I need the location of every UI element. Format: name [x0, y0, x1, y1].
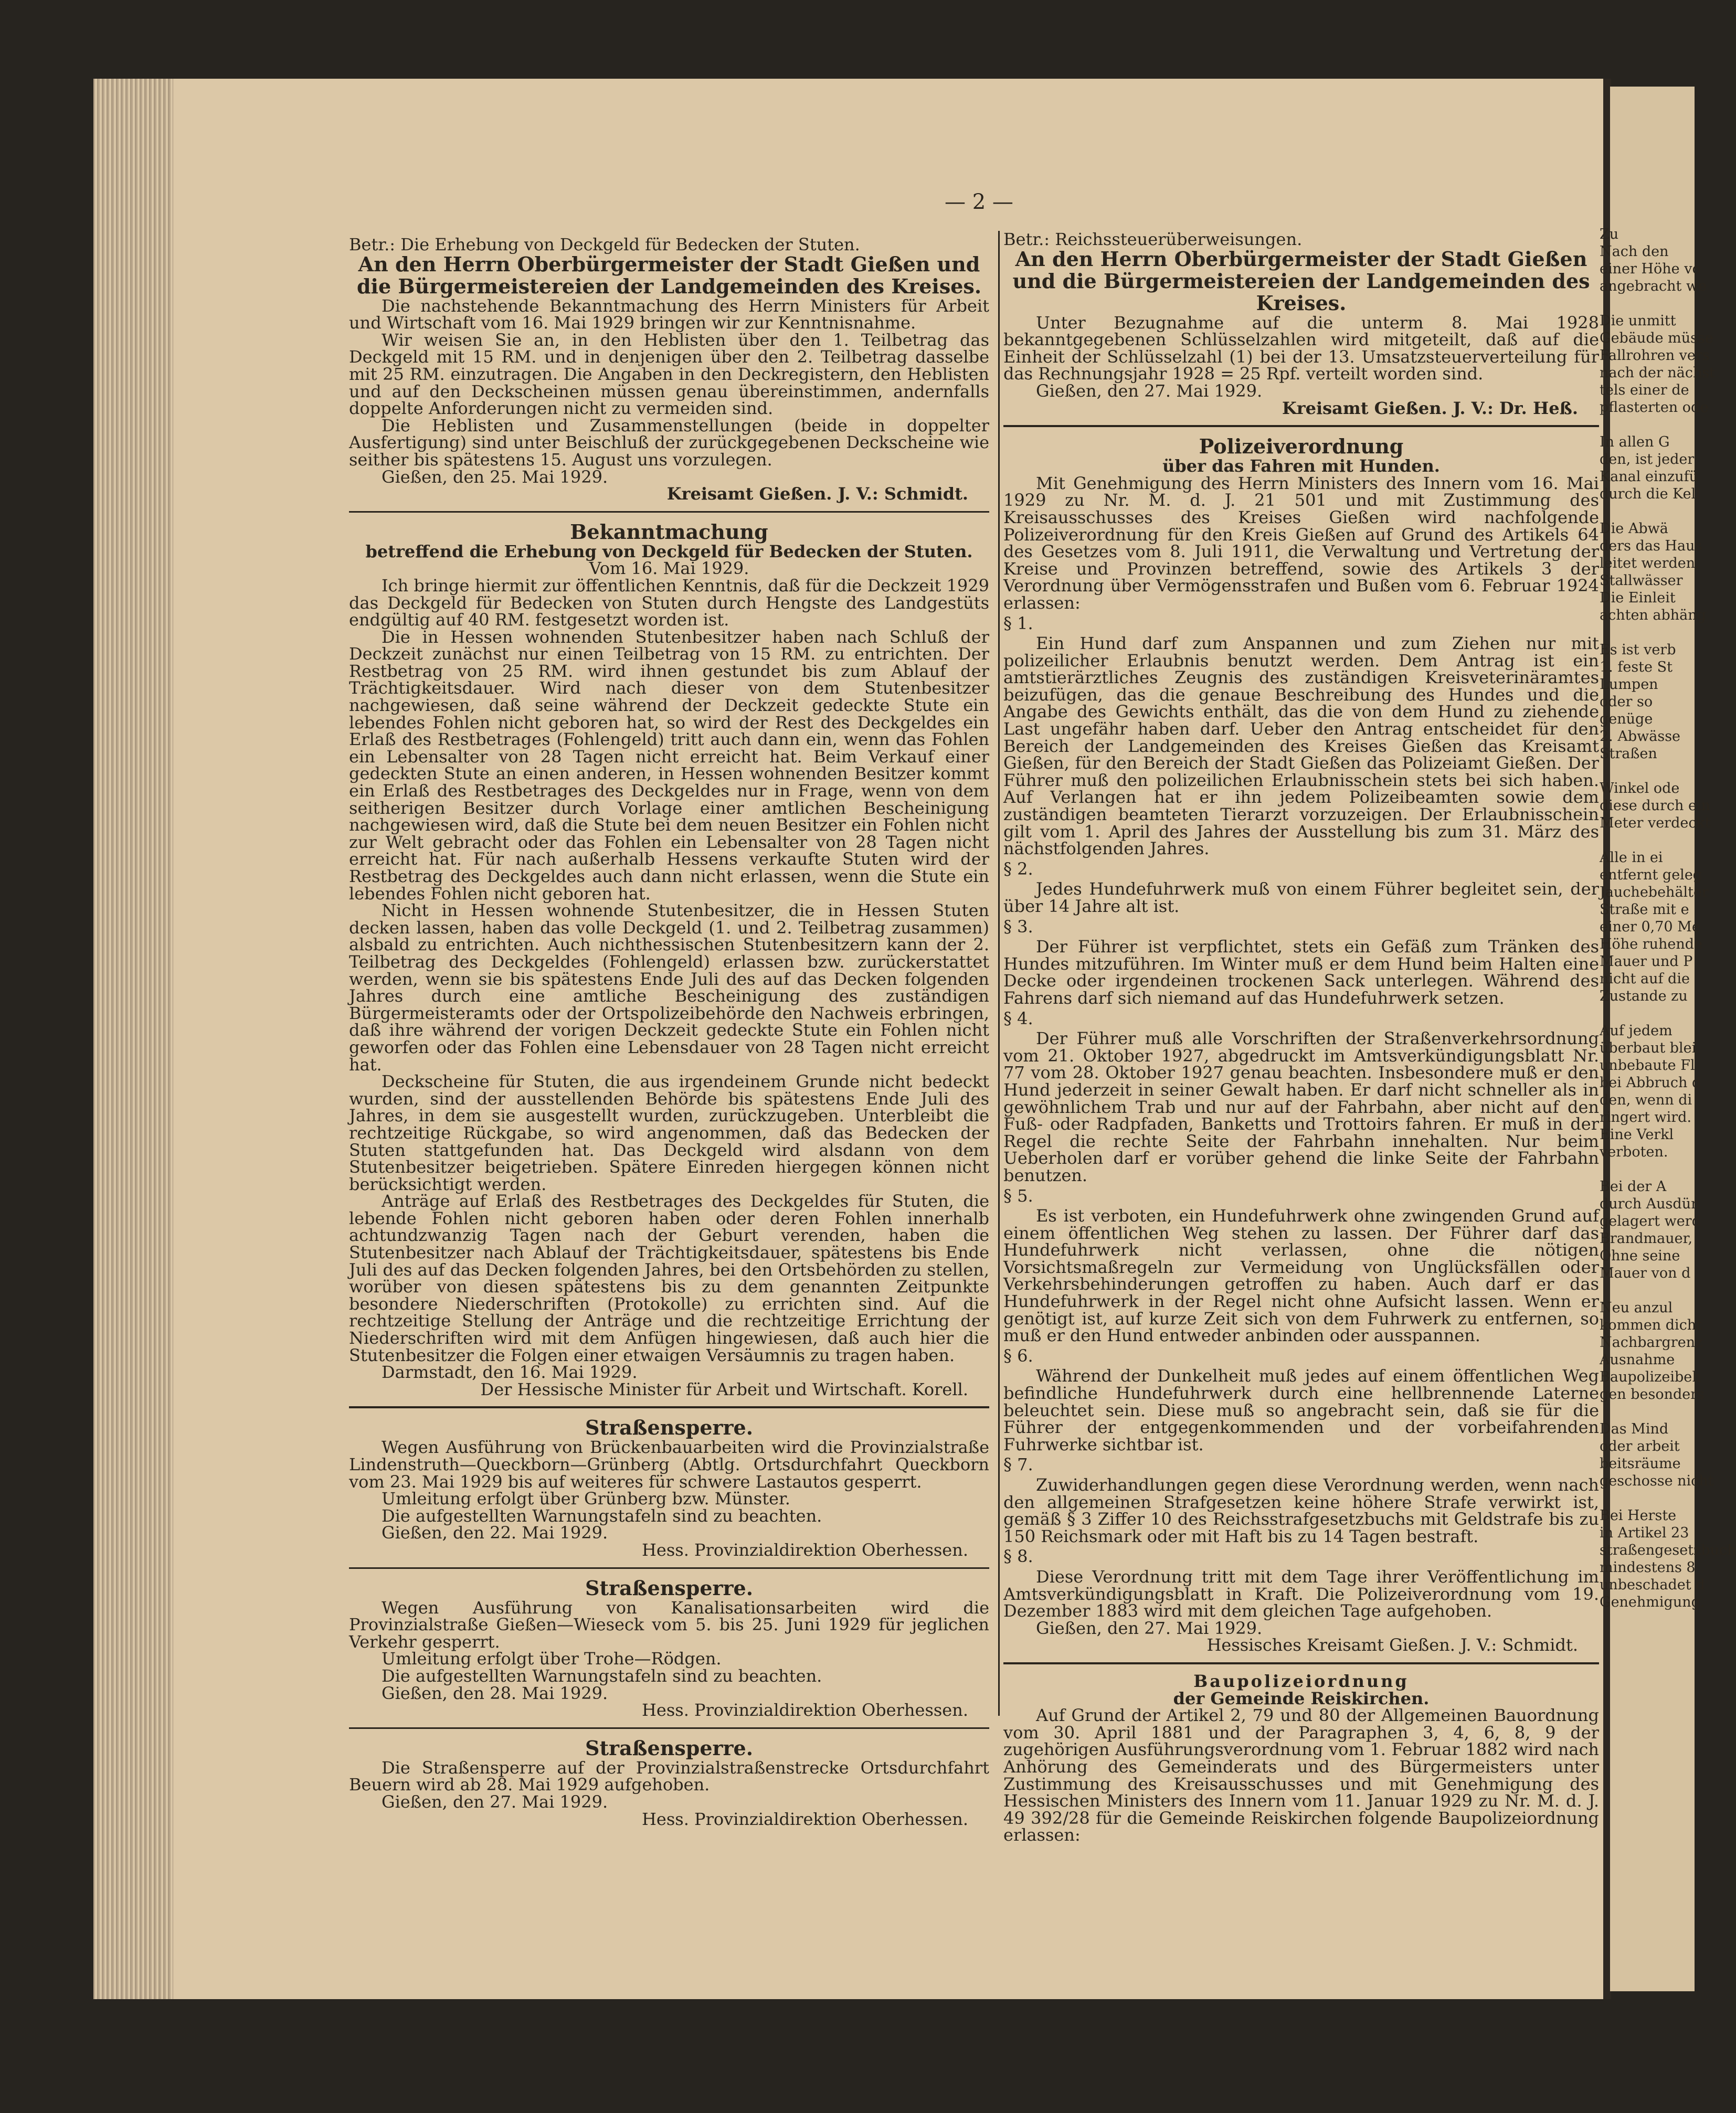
date-line: Gießen, den 22. Mai 1929. — [382, 1523, 608, 1543]
section-number: § 3. — [1003, 916, 1033, 937]
left-column — [349, 236, 989, 1828]
paragraph: Nicht in Hessen wohnende Stutenbesitzer, die in Hessen Stuten decken lassen, haben das volle Deckgeld (1. und 2. Teilbetrag zusammen) alsbald zu entrichten. Auch nichthessischen Stutenbesitzern kann der 2. Teilbetrag des Deckgeldes (Fohlengeld) erlassen bzw. zurückerstattet werden, wenn sie bis spätestens Ende Juli des auf das Decken folgenden Jahres durch eine amtliche Bescheinigung des zuständigen Bürgermeisteramts oder der Ortspolizeibehörde den Nachweis erbringen, daß ihre während der vorigen Deckzeit gedeckte Stute ein Fohlen nicht geworfen oder das Fohlen eine Lebensdauer von 28 Tagen nicht erreicht hat. — [349, 900, 989, 1075]
subject-line: Betr.: Die Erhebung von Deckgeld für Bedecken der Stuten. — [349, 235, 860, 254]
ordinance-title: Polizeiverordnung — [1199, 434, 1404, 459]
paragraph: Auf Grund der Artikel 2, 79 und 80 der Allgemeinen Bauordnung vom 30. April 1881 und der Paragraphen 3, 4, 6, 8, 9 der zugehörigen Ausführungsverordnung vom 1. Februar 1882 wird nach Anhörung des Gemeinderats und des Bürgermeisters unter Zustimmung des Kreisausschusses und mit Genehmigung des Hessischen Ministers des Innern vom 11. Januar 1929 zu Nr. M. d. J. 49 392/28 für die Gemeinde Reiskirchen folgende Baupolizeiordnung erlassen: — [1003, 1705, 1599, 1845]
building-ordinance-title: Baupolizeiordnung — [1193, 1671, 1409, 1691]
right-column — [1003, 231, 1599, 1844]
signature: Kreisamt Gießen. J. V.: Dr. Heß. — [1282, 398, 1578, 418]
divider — [349, 511, 989, 513]
subject-line: Betr.: Reichssteuerüberweisungen. — [1003, 229, 1303, 249]
date-line: Gießen, den 27. Mai 1929. — [1036, 380, 1263, 401]
date-line: Darmstadt, den 16. Mai 1929. — [382, 1362, 638, 1383]
column-divider — [998, 231, 1000, 1716]
paragraph: Die Straßensperre auf der Provinzialstraßenstrecke Ortsdurchfahrt Beuern wird ab 28. Mai 1929 aufgehoben. — [349, 1757, 989, 1795]
notice-title: Bekanntmachung — [570, 519, 768, 544]
address-heading: An den Herrn Oberbürgermeister der Stadt Gießen und die Bürgermeistereien der Landgemeinden des Kreises. — [356, 252, 982, 298]
notice-date: Vom 16. Mai 1929. — [589, 558, 749, 579]
signature: Hess. Provinzialdirektion Oberhessen. — [642, 1809, 968, 1829]
section-text: Ein Hund darf zum Anspannen und zum Ziehen nur mit polizeilicher Erlaubnis benutzt werden. Dem Antrag ist ein amtstierärztliches Zeugnis des zuständigen Kreisveterinäramtes beizufügen, das die genaue Beschreibung des Hundes und die Angabe des Gewichts enthält, das die von dem Hund zu ziehende Last ungefähr haben darf. Ueber den Antrag entscheidet für den Bereich der Landgemeinden des Kreises Gießen das Kreisamt Gießen, für den Bereich der Stadt Gießen das Polizeiamt Gießen. Der Führer muß den polizeilichen Erlaubnisschein stets bei sich haben. Auf Verlangen hat er ihn jedem Polizeibeamten sowie dem zuständigen beamteten Tierarzt vorzuzeigen. Der Erlaubnisschein gilt vom 1. April des Jahres der Ausstellung bis zum 31. März des nächstfolgenden Jahres. — [1003, 633, 1599, 859]
paragraph: Wegen Ausführung von Kanalisationsarbeiten wird die Provinzialstraße Gießen—Wieseck vom 5. bis 25. Juni 1929 für jeglichen Verkehr gesperrt. — [349, 1597, 989, 1652]
section-text: Der Führer muß alle Vorschriften der Straßenverkehrsordnung vom 21. Oktober 1927, abgedruckt im Amtsverkündigungsblatt Nr. 77 vom 28. Oktober 1927 genau beachten. Insbesondere muß er den Hund jederzeit in seiner Gewalt haben. Er darf nicht schneller als in gewöhnlichem Trab und nur auf der Fahrbahn, aber nicht auf den Fuß- oder Radpfaden, Banketts und Trottoirs fahren. Er muß in der Regel die rechte Seite der Fahrbahn innehalten. Nur beim Ueberholen darf er vorüber gehend die linke Seite der Fahrbahn benutzen. — [1003, 1028, 1599, 1185]
paragraph: Die in Hessen wohnenden Stutenbesitzer haben nach Schluß der Deckzeit zunächst nur einen Teilbetrag von 15 RM. zu entrichten. Der Restbetrag von 25 RM. wird ihnen gestundet bis zum Ablauf der Trächtigkeitsdauer. Wird nach dieser von dem Stutenbesitzer nachgewiesen, daß seine während der Deckzeit gedeckte Stute ein lebendes Fohlen nicht geboren hat, so wird der Rest des Deckgeldes ein Erlaß des Restbetrages (Fohlengeld) tritt auch dann ein, wenn das Fohlen ein Lebensalter von 28 Tagen nicht erreicht hat. Beim Verkauf einer gedeckten Stute an einen anderen, in Hessen wohnenden Besitzer kommt ein Erlaß des Restbetrages des Deckgeldes nur in Frage, wenn von dem seitherigen Besitzer durch Vorlage einer amtlichen Bescheinigung nachgewiesen wird, daß die Stute bei dem neuen Besitzer ein Fohlen nicht zur Welt gebracht oder das Fohlen ein Lebensalter von 28 Tagen nicht erreicht hat. Für nach außerhalb Hessens verkaufte Stuten wird der Restbetrag des Deckgeldes auch dann nicht erlassen, wenn die Stute ein lebendes Fohlen nicht geboren hat. — [349, 627, 989, 904]
divider — [349, 1567, 989, 1569]
section-number: § 5. — [1003, 1185, 1033, 1206]
paragraph: Unter Bezugnahme auf die unterm 8. Mai 1928 bekanntgegebenen Schlüsselzahlen wird mitgeteilt, daß auf die Einheit der Schlüsselzahl (1) bei der 13. Umsatzsteuerverteilung für das Rechnungsjahr 1928 = 25 Rpf. verteilt worden sind. — [1003, 312, 1599, 384]
building-ordinance-subtitle: der Gemeinde Reiskirchen. — [1173, 1688, 1430, 1708]
detour-line: Umleitung erfolgt über Grünberg bzw. Münster. — [382, 1489, 790, 1509]
date-line: Gießen, den 25. Mai 1929. — [382, 466, 608, 487]
section-text: Der Führer ist verpflichtet, stets ein Gefäß zum Tränken des Hundes mitzuführen. Im Winter muß er dem Hund beim Halten eine Decke oder irgendeinen trockenen Sack unterlegen. Während des Fahrens darf sich niemand auf das Hundefuhrwerk setzen. — [1003, 937, 1599, 1008]
section-number: § 6. — [1003, 1345, 1033, 1366]
section-text: Es ist verboten, ein Hundefuhrwerk ohne zwingenden Grund auf einem öffentlichen Weg stehen zu lassen. Der Führer darf das Hundefuhrwerk nicht verlassen, ohne die nötigen Vorsichtsmaßregeln zur Vermeidung von Unglücksfällen oder Verkehrsbehinderungen getroffen zu haben. Auch darf er das Hundefuhrwerk in der Regel nicht ohne Aufsicht lassen. Wenn er genötigt ist, auf kurze Zeit sich von dem Fuhrwerk zu entfernen, so muß er den Hund entweder anbinden oder ausspannen. — [1003, 1206, 1599, 1346]
paragraph: Die Heblisten und Zusammenstellungen (beide in doppelter Ausfertigung) sind unter Beischluß der zurückgegebenen Deckscheine wie seither bis spätestens 15. August uns vorzulegen. — [349, 415, 989, 470]
section-text: Diese Verordnung tritt mit dem Tage ihrer Veröffentlichung im Amtsverkündigungsblatt in Kraft. Die Polizeiverordnung vom 19. Dezember 1883 wird mit dem gleichen Tage aufgehoben. — [1003, 1566, 1599, 1621]
ordinance-subtitle: über das Fahren mit Hunden. — [1162, 456, 1440, 476]
paragraph: Wegen Ausführung von Brückenbauarbeiten wird die Provinzialstraße Lindenstruth—Queckborn—Grünberg (Abtlg. Ortsdurchfahrt Queckborn vom 23. Mai 1929 bis auf weiteres für schwere Lastautos gesperrt. — [349, 1437, 989, 1492]
section-text: Während der Dunkelheit muß jedes auf einem öffentlichen Weg befindliche Hundefuhrwerk durch eine hellbrennende Laterne beleuchtet sein. Diese muß so angebracht sein, daß sie für die Führer der entgegenkommenden und der vorbeifahrenden Fuhrwerke sichtbar ist. — [1003, 1366, 1599, 1454]
section-number: § 1. — [1003, 613, 1033, 633]
section-text: Jedes Hundefuhrwerk muß von einem Führer begleitet sein, der über 14 Jahre alt ist. — [1003, 879, 1599, 916]
paragraph: Die nachstehende Bekanntmachung des Herrn Ministers für Arbeit und Wirtschaft vom 16. Mai 1929 bringen wir zur Kenntnisnahme. — [349, 295, 989, 333]
address-heading: An den Herrn Oberbürgermeister der Stadt Gießen und die Bürgermeistereien der Landgemeinden des Kreises. — [1012, 247, 1590, 315]
divider — [1003, 1662, 1599, 1664]
next-page-text: Zu Nach den einer Höhe vo angebracht we Die unmitt Gebäude müsse Fallrohren vers nach der nächst tels einer de pflasterten ode In allen G den, ist jeder Kanal einzufü durch die Kell Die Abwä ders das Haus leitet werden. Stallwässer Die Einleit achten abhäng Es ist verb 1. feste St Lumpen oder so genüge 2. Abwässe Straßen Winkel ode diese durch ein Meter verdeckt Alle in ei entfernt geleg Jauchebehälter Straße mit e einer 0,70 Me Höhe ruhende Mauer und P nicht auf die Zustande zu Auf jedem überbaut blei unbebaute Fl bei Abbruch d den, wenn di ringert wird. Eine Verkl verboten. Bei der A durch Ausdün gelagert werd Brandmauer, Ohne seine Mauer von d Neu anzul kommen dicht Nachbargrenz Ausnahme Baupolizeibeh gen besonders Das Mind oder arbeit beitsräume geschosse nicht Bei Herste in Artikel 23 straßengesetzbuch mindestens 8 unbeschadet d Genehmigung. — [1600, 226, 1736, 1610]
section-text: Zuwiderhandlungen gegen diese Verordnung werden, wenn nach den allgemeinen Strafgesetzen keine höhere Strafe verwirkt ist, gemäß § 3 Ziffer 10 des Reichsstrafgesetzbuchs mit Geldstrafe bis zu 150 Reichsmark oder mit Haft bis zu 14 Tagen bestraft. — [1003, 1475, 1599, 1546]
section-number: § 7. — [1003, 1454, 1033, 1475]
notice-subtitle: betreffend die Erhebung von Deckgeld für Bedecken der Stuten. — [365, 541, 973, 561]
warning-line: Die aufgestellten Warnungstafeln sind zu beachten. — [382, 1665, 822, 1686]
paragraph: Anträge auf Erlaß des Restbetrages des Deckgeldes für Stuten, die lebende Fohlen nicht geboren haben oder deren Fohlen innerhalb achtundzwanzig Tagen nach der Geburt verenden, haben die Stutenbesitzer nach Ablauf der Trächtigkeitsdauer, spätestens bis Ende Juli des auf das Decken folgenden Jahres, bei den Ortsbehörden zu stellen, worüber von diesen spätestens bis zu dem genannten Zeitpunkte besondere Niederschriften (Protokolle) zu errichten sind. Auf die rechtzeitige Stellung der Anträge und die rechtzeitige Errichtung der Niederschriften wird mit dem Anfügen hingewiesen, daß auch hier die Stutenbesitzer die Folgen einer etwaigen Versäumnis zu tragen haben. — [349, 1191, 989, 1365]
page-number: — 2 — — [945, 190, 1013, 214]
paragraph: Mit Genehmigung des Herrn Ministers des Innern vom 16. Mai 1929 zu Nr. M. d. J. 21 501 und mit Zustimmung des Kreisausschusses des Kreises Gießen wird nachfolgende Polizeiverordnung für den Kreis Gießen auf Grund des Artikels 64 des Gesetzes vom 8. Juli 1911, die Verwaltung und Vertretung der Kreise und Provinzen betreffend, sowie des Artikels 3 der Verordnung über Vermögensstrafen und Bußen vom 6. Februar 1924 erlassen: — [1003, 473, 1599, 613]
date-line: Gießen, den 27. Mai 1929. — [382, 1791, 608, 1812]
section-number: § 4. — [1003, 1008, 1033, 1028]
signature: Hessisches Kreisamt Gießen. J. V.: Schmidt. — [1206, 1635, 1578, 1655]
signature: Hess. Provinzialdirektion Oberhessen. — [642, 1700, 968, 1721]
road-closure-title: Straßensperre. — [585, 1736, 753, 1760]
divider — [1003, 425, 1599, 427]
section-number: § 8. — [1003, 1546, 1033, 1567]
warning-line: Die aufgestellten Warnungstafeln sind zu beachten. — [382, 1505, 822, 1526]
signature: Hess. Provinzialdirektion Oberhessen. — [642, 1539, 968, 1560]
paragraph: Ich bringe hiermit zur öffentlichen Kenntnis, daß für die Deckzeit 1929 das Deckgeld für Bedecken von Stuten durch Hengste des Landgestüts endgültig auf 40 RM. festgesetzt worden ist. — [349, 575, 989, 630]
date-line: Gießen, den 28. Mai 1929. — [382, 1683, 608, 1703]
signature: Der Hessische Minister für Arbeit und Wirtschaft. Korell. — [480, 1379, 968, 1399]
paragraph: Deckscheine für Stuten, die aus irgendeinem Grunde nicht bedeckt wurden, sind der ausstellenden Behörde bis spätestens Ende Juli des Jahres, in dem sie ausgestellt wurden, zurückzugeben. Unterbleibt die rechtzeitige Rückgabe, so wird angenommen, daß das Bedecken der Stuten stattgefunden hat. Das Deckgeld wird alsdann von dem Stutenbesitzer beigetrieben. Spätere Einreden hiergegen können nicht berücksichtigt werden. — [349, 1071, 989, 1194]
road-closure-title: Straßensperre. — [585, 1576, 753, 1600]
date-line: Gießen, den 27. Mai 1929. — [1036, 1618, 1263, 1638]
paragraph: Wir weisen Sie an, in den Heblisten über den 1. Teilbetrag das Deckgeld mit 15 RM. und in denjenigen über den 2. Teilbetrag dasselbe mit 25 RM. einzutragen. Die Angaben in den Deckregistern, den Heblisten und auf den Deckscheinen müssen genau übereinstimmen, andernfalls doppelte Anforderungen nicht zu vermeiden sind. — [349, 330, 989, 419]
road-closure-title: Straßensperre. — [585, 1416, 753, 1440]
divider — [349, 1727, 989, 1729]
divider — [349, 1406, 989, 1408]
detour-line: Umleitung erfolgt über Trohe—Rödgen. — [382, 1649, 722, 1669]
signature: Kreisamt Gießen. J. V.: Schmidt. — [666, 484, 968, 504]
section-number: § 2. — [1003, 858, 1033, 879]
